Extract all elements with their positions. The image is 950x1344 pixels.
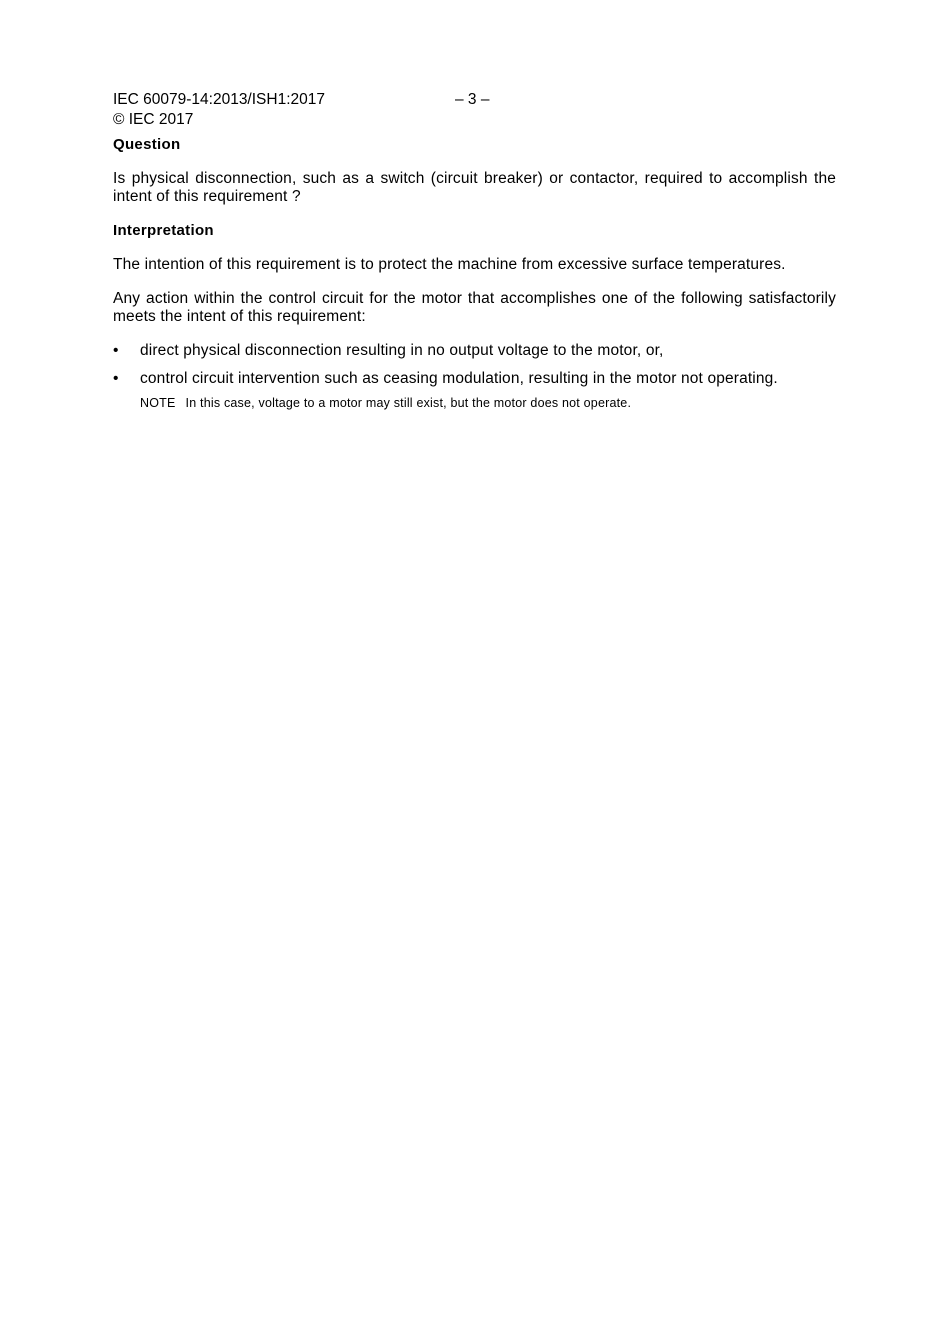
document-page — [113, 90, 836, 411]
page-number: – 3 – — [455, 91, 490, 108]
list-item-text: direct physical disconnection resulting in no output voltage to the motor, or, — [140, 342, 664, 359]
interpretation-paragraph-2: Any action within the control circuit for the motor that accomplishes one of the following satisfactorily meets the intent of this requirement: — [113, 290, 836, 325]
interpretation-heading: Interpretation — [113, 222, 214, 239]
copyright-line: © IEC 2017 — [113, 111, 194, 128]
note — [140, 395, 836, 411]
page-header — [113, 90, 836, 130]
interpretation-paragraph-1: The intention of this requirement is to protect the machine from excessive surface temperatures. — [113, 256, 786, 273]
note-label: NOTE — [140, 396, 176, 410]
list-item-text: control circuit intervention such as ceasing modulation, resulting in the motor not operating. — [140, 370, 778, 387]
question-text: Is physical disconnection, such as a switch (circuit breaker) or contactor, required to accomplish the intent of this requirement ? — [113, 170, 836, 205]
list-item — [113, 370, 836, 388]
note-text: In this case, voltage to a motor may still exist, but the motor does not operate. — [185, 396, 632, 410]
document-id: IEC 60079-14:2013/ISH1:2017 — [113, 91, 325, 108]
bullet-icon: • — [113, 370, 119, 387]
list-item — [113, 342, 836, 360]
bullet-icon: • — [113, 342, 119, 359]
bullet-list — [113, 342, 836, 388]
question-heading: Question — [113, 136, 181, 153]
